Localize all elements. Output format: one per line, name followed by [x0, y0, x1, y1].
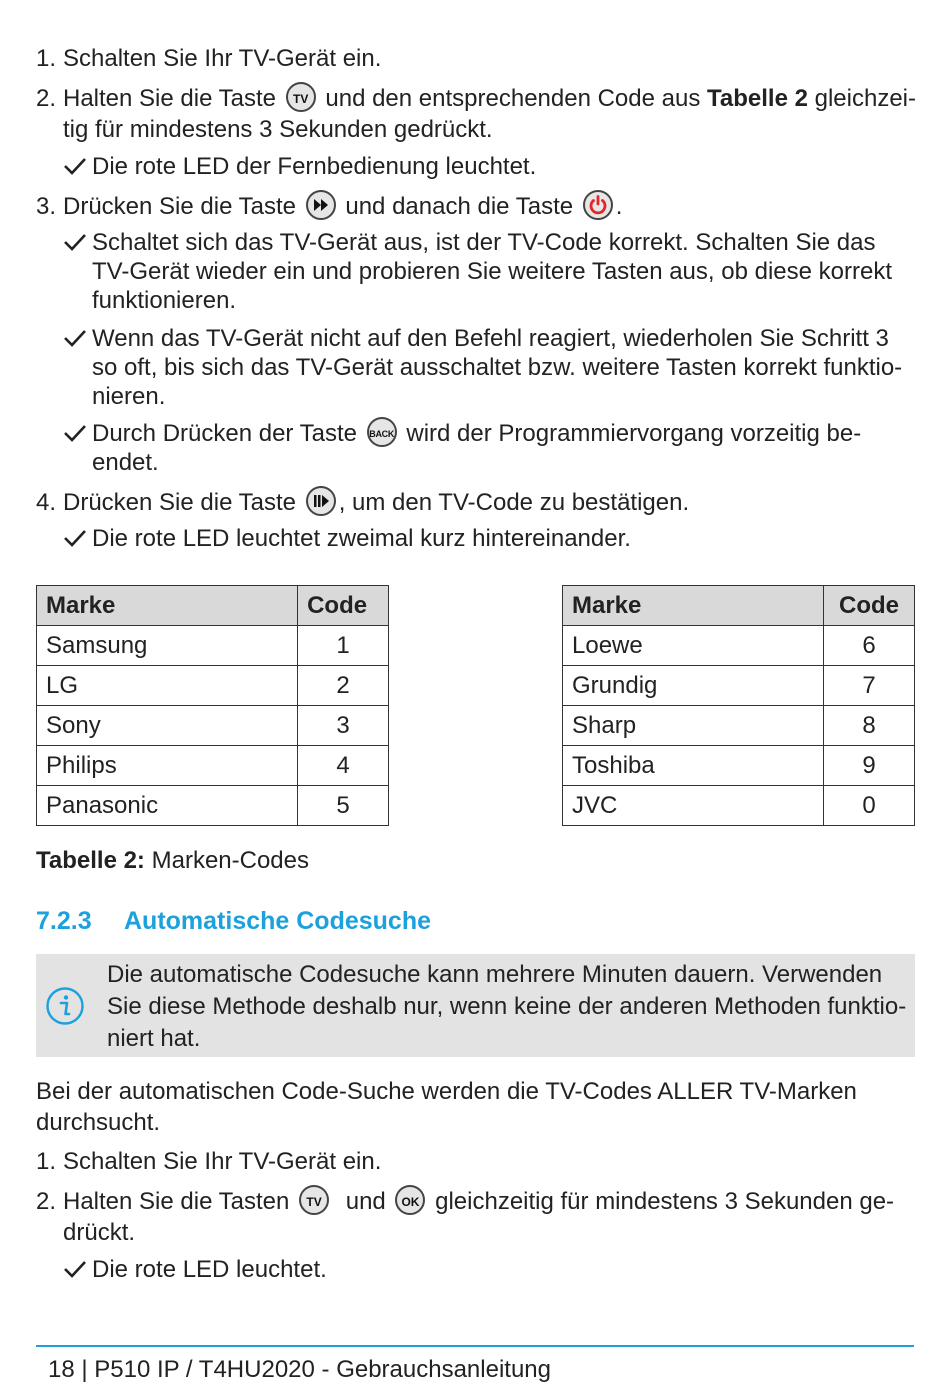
code-cell: 0 — [824, 786, 915, 826]
table-row — [37, 786, 389, 826]
step-text-part: Halten Sie die Taste — [63, 85, 277, 112]
result-text: Die rote LED der Fernbedienung leuchtet. — [92, 153, 537, 180]
brand-cell: Grundig — [563, 666, 824, 706]
checkmark-icon — [63, 526, 87, 550]
table-row — [563, 746, 915, 786]
brand-codes-table-left — [36, 585, 389, 826]
brand-cell: Samsung — [37, 626, 298, 666]
section-title: Automatische Codesuche — [124, 907, 432, 935]
paragraph-text: Bei der automatischen Code-Suche werden die TV-Codes ALLER TV-Marken — [36, 1078, 857, 1105]
step-text-part: Halten Sie die Tasten — [63, 1188, 290, 1215]
step-number: 1. — [36, 1148, 57, 1175]
step-number: 3. — [36, 193, 57, 220]
column-header-code: Code — [298, 586, 389, 626]
table-row — [563, 626, 915, 666]
code-cell: 9 — [824, 746, 915, 786]
result-text: Die rote LED leuchtet zweimal kurz hintereinander. — [92, 525, 631, 552]
step-text-part: Drücken Sie die Taste — [63, 489, 297, 516]
play-pause-button-icon — [306, 486, 336, 516]
code-cell: 1 — [298, 626, 389, 666]
step-text-part: und danach die Taste — [345, 193, 574, 220]
footer-divider — [36, 1345, 914, 1347]
result-text: Wenn das TV-Gerät nicht auf den Befehl reagiert, wiederholen Sie Schritt 3 — [92, 325, 889, 352]
brand-cell: Loewe — [563, 626, 824, 666]
code-cell: 5 — [298, 786, 389, 826]
fast-forward-button-icon — [306, 190, 336, 220]
step-text-part: Drücken Sie die Taste — [63, 193, 297, 220]
table-row — [563, 786, 915, 826]
step-text-part: , um den TV-Code zu bestätigen. — [338, 489, 690, 516]
back-button-icon: BACK — [367, 417, 397, 447]
checkmark-icon — [63, 326, 87, 350]
table-header-row — [37, 586, 389, 626]
checkmark-icon — [63, 421, 87, 445]
note-text: Die automatische Codesuche kann mehrere Minuten dauern. Verwenden — [107, 961, 883, 988]
code-cell: 4 — [298, 746, 389, 786]
result-text: so oft, bis sich das TV-Gerät ausschaltet bzw. weitere Tasten korrekt funktio- — [92, 354, 903, 381]
result-text-part: Durch Drücken der Taste — [92, 420, 358, 447]
table-row — [37, 746, 389, 786]
step-text-part: und — [345, 1188, 386, 1215]
table-reference: Tabelle 2 — [707, 85, 808, 112]
step-text — [63, 488, 689, 518]
code-cell: 2 — [298, 666, 389, 706]
table-row — [563, 666, 915, 706]
brand-cell: LG — [37, 666, 298, 706]
step-number: 1. — [36, 45, 57, 72]
code-cell: 7 — [824, 666, 915, 706]
result-text: Schaltet sich das TV-Gerät aus, ist der TV-Code korrekt. Schalten Sie das — [92, 229, 876, 256]
step-text: Schalten Sie Ihr TV-Gerät ein. — [63, 45, 382, 72]
brand-cell: JVC — [563, 786, 824, 826]
result-text: endet. — [92, 449, 159, 476]
result-text-part: wird der Programmiervorgang vorzeitig be- — [406, 420, 862, 447]
ok-button-icon: OK — [395, 1185, 425, 1215]
step-number: 4. — [36, 489, 57, 516]
section-number: 7.2.3 — [36, 907, 92, 935]
step-text: Schalten Sie Ihr TV-Gerät ein. — [63, 1148, 382, 1175]
tv-button-icon: TV — [299, 1185, 329, 1215]
result-text: funktionieren. — [92, 287, 237, 314]
table-caption — [36, 846, 309, 876]
step-text-part: gleichzeitig für mindestens 3 Sekunden ge- — [435, 1188, 895, 1215]
table-caption-text: Marken-Codes — [151, 847, 310, 874]
result-text: Die rote LED leuchtet. — [92, 1256, 327, 1283]
step-text — [63, 84, 916, 114]
result-text: TV-Gerät wieder ein und probieren Sie weitere Tasten aus, ob diese korrekt — [92, 258, 892, 285]
brand-cell: Toshiba — [563, 746, 824, 786]
step-text-part: . — [615, 193, 623, 220]
code-cell: 8 — [824, 706, 915, 746]
table-header-row — [563, 586, 915, 626]
brand-cell: Sony — [37, 706, 298, 746]
step-text-line2: drückt. — [63, 1219, 136, 1246]
result-text: nieren. — [92, 383, 166, 410]
step-text-line2: tig für mindestens 3 Sekunden gedrückt. — [63, 116, 493, 143]
column-header-code: Code — [824, 586, 915, 626]
paragraph-text: durchsucht. — [36, 1109, 161, 1136]
column-header-brand: Marke — [563, 586, 824, 626]
tv-button-icon: TV — [286, 82, 316, 112]
step-text — [63, 1187, 894, 1217]
table-row — [563, 706, 915, 746]
table-caption-label: Tabelle 2: — [36, 847, 145, 874]
brand-cell: Philips — [37, 746, 298, 786]
checkmark-icon — [63, 1257, 87, 1281]
code-cell: 3 — [298, 706, 389, 746]
note-text: niert hat. — [107, 1025, 201, 1052]
brand-cell: Panasonic — [37, 786, 298, 826]
result-text — [92, 419, 861, 449]
table-row — [37, 626, 389, 666]
checkmark-icon — [63, 154, 87, 178]
note-text: Sie diese Methode deshalb nur, wenn keine der anderen Methoden funktio- — [107, 993, 907, 1020]
checkmark-icon — [63, 230, 87, 254]
step-number: 2. — [36, 1188, 57, 1215]
step-text — [63, 192, 622, 222]
power-button-icon — [583, 190, 613, 220]
column-header-brand: Marke — [37, 586, 298, 626]
table-row — [37, 706, 389, 746]
step-text-part: und den entsprechenden Code aus — [325, 85, 701, 112]
brand-codes-table-right — [562, 585, 915, 826]
page-footer: 18 | P510 IP / T4HU2020 - Gebrauchsanleitung — [48, 1356, 552, 1383]
step-text-part: gleichzei- — [814, 85, 917, 112]
code-cell: 6 — [824, 626, 915, 666]
info-icon — [45, 986, 85, 1026]
brand-cell: Sharp — [563, 706, 824, 746]
table-row — [37, 666, 389, 706]
step-number: 2. — [36, 85, 57, 112]
